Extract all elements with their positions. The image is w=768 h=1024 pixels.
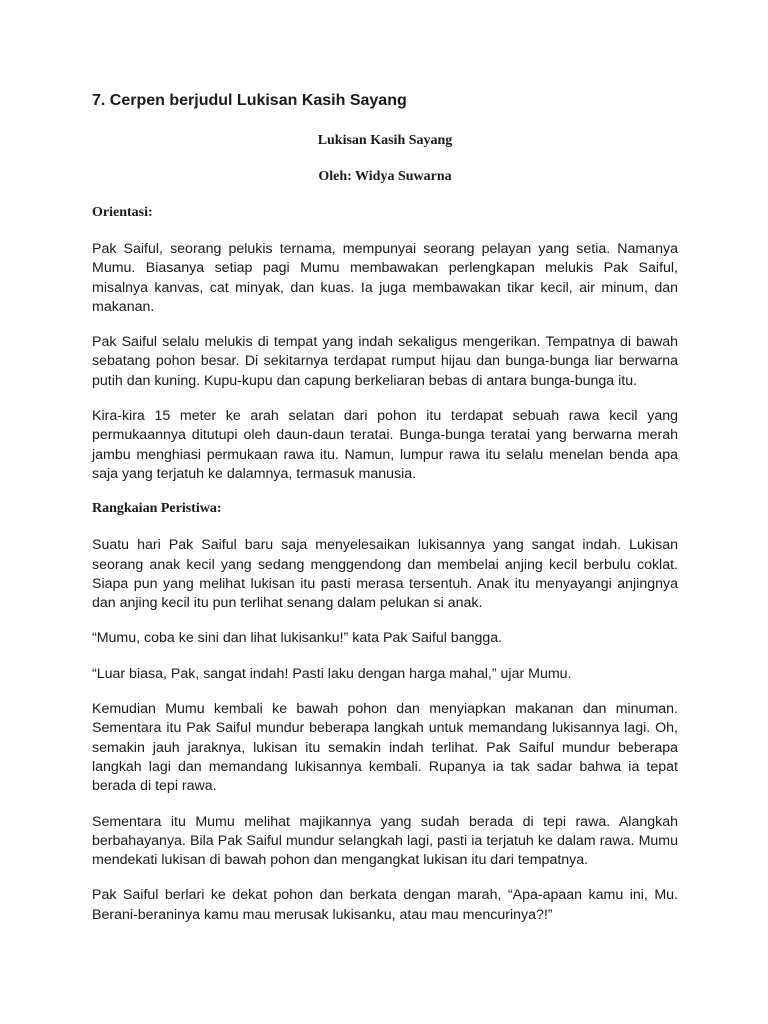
dialogue-paragraph: “Mumu, coba ke sini dan lihat lukisanku!” kata Pak Saiful bangga.: [92, 630, 503, 647]
story-author: Oleh: Widya Suwarna: [318, 169, 452, 184]
paragraph: Suatu hari Pak Saiful baru saja menyelesaikan lukisannya yang sangat indah. Lukisan seorang anak kecil yang sedang menggendong dan membelai anjing kecil berbulu coklat. Siapa pun yang melihat lukisan itu pasti merasa tersentuh. Anak itu menyayangi anjingnya dan anjing kecil itu pun terlihat senang dalam pelukan si anak.: [92, 537, 678, 612]
dialogue-paragraph: “Luar biasa, Pak, sangat indah! Pasti laku dengan harga mahal,” ujar Mumu.: [92, 665, 572, 682]
paragraph: Kemudian Mumu kembali ke bawah pohon dan menyiapkan makanan dan minuman. Sementara itu Pak Saiful mundur beberapa langkah untuk memandang lukisannya lagi. Oh, semakin jauh jaraknya, lukisan itu semakin indah terlihat. Pak Saiful mundur beberapa langkah lagi dan memandang lukisannya kembali. Rupanya ia tak sadar bahwa ia tepat berada di tepi rawa.: [92, 701, 678, 795]
section-label-rangkaian-peristiwa: Rangkaian Peristiwa:: [92, 501, 222, 517]
paragraph: Pak Saiful berlari ke dekat pohon dan berkata dengan marah, “Apa-apaan kamu ini, Mu. Berani-beraninya kamu mau merusak lukisanku, atau mau mencurinya?!”: [92, 887, 678, 923]
section-label-orientasi: Orientasi:: [92, 205, 153, 220]
paragraph: Pak Saiful selalu melukis di tempat yang indah sekaligus mengerikan. Tempatnya di bawah sebatang pohon besar. Di sekitarnya terdapat rumput hijau dan bunga-bunga liar berwarna putih dan kuning. Kupu-kupu dan capung berkeliaran bebas di antara bunga-bunga itu.: [92, 334, 678, 389]
document-heading: 7. Cerpen berjudul Lukisan Kasih Sayang: [92, 92, 407, 109]
story-title: Lukisan Kasih Sayang: [317, 133, 453, 148]
paragraph: Kira-kira 15 meter ke arah selatan dari pohon itu terdapat sebuah rawa kecil yang permukaannya ditutupi oleh daun-daun teratai. Bunga-bunga teratai yang berwarna merah jambu menghiasi permukaan rawa itu. Namun, lumpur rawa itu selalu menelan benda apa saja yang terjatuh ke dalamnya, termasuk manusia.: [92, 408, 678, 482]
paragraph: Pak Saiful, seorang pelukis ternama, mempunyai seorang pelayan yang setia. Namanya Mumu. Biasanya setiap pagi Mumu membawakan perlengkapan melukis Pak Saiful, misalnya kanvas, cat minyak, dan kuas. Ia juga membawakan tikar kecil, air minum, dan makanan.: [92, 241, 678, 315]
paragraph: Sementara itu Mumu melihat majikannya yang sudah berada di tepi rawa. Alangkah berbahayanya. Bila Pak Saiful mundur selangkah lagi, pasti ia terjatuh ke dalam rawa. Mumu mendekati lukisan di bawah pohon dan mengangkat lukisan itu dari tempatnya.: [92, 813, 678, 869]
document-page: [92, 90, 678, 941]
